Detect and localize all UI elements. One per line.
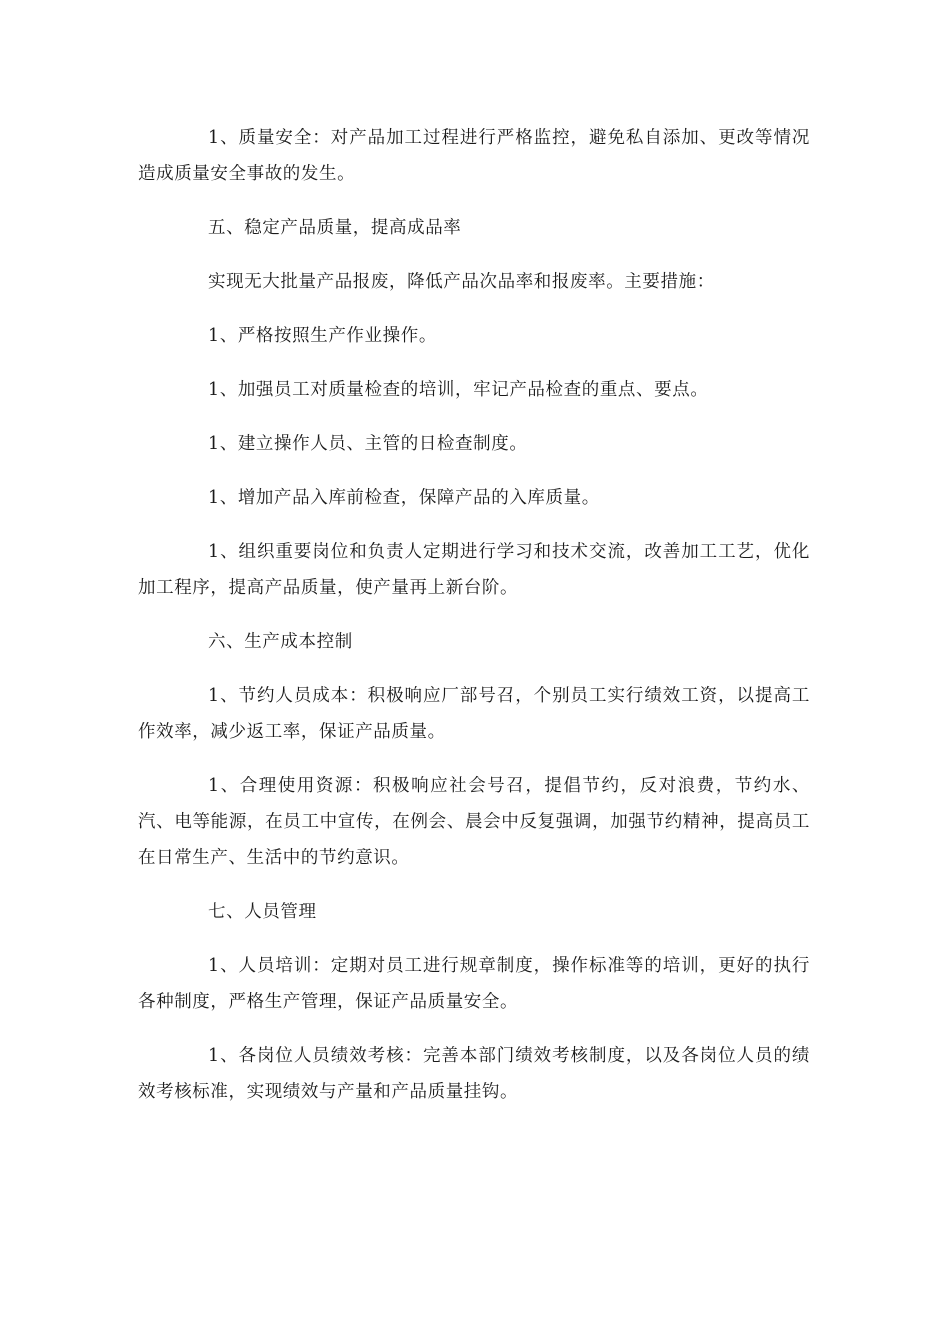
paragraph-staff-training: 1、人员培训：定期对员工进行规章制度，操作标准等的培训，更好的执行各种制度，严格生产管理，保证产品质量安全。	[138, 956, 810, 1012]
paragraph-quality-safety: 1、质量安全：对产品加工过程进行严格监控，避免私自添加、更改等情况造成质量安全事故的发生。	[138, 128, 810, 184]
section-heading-stabilize-quality: 五、稳定产品质量，提高成品率	[208, 218, 462, 238]
paragraph-labor-cost: 1、节约人员成本：积极响应厂部号召，个别员工实行绩效工资，以提高工作效率，减少返工率，保证产品质量。	[138, 686, 810, 742]
paragraph-daily-inspection: 1、建立操作人员、主管的日检查制度。	[208, 434, 528, 454]
paragraph-follow-procedures: 1、严格按照生产作业操作。	[208, 326, 437, 346]
section-heading-cost-control: 六、生产成本控制	[208, 632, 353, 652]
paragraph-no-scrap-goal: 实现无大批量产品报废，降低产品次品率和报废率。主要措施：	[208, 272, 715, 292]
paragraph-performance-review: 1、各岗位人员绩效考核：完善本部门绩效考核制度，以及各岗位人员的绩效考核标准，实现绩效与产量和产品质量挂钩。	[138, 1046, 810, 1102]
paragraph-pre-storage-check: 1、增加产品入库前检查，保障产品的入库质量。	[208, 488, 600, 508]
paragraph-resource-use: 1、合理使用资源：积极响应社会号召，提倡节约，反对浪费，节约水、汽、电等能源，在员工中宣传，在例会、晨会中反复强调，加强节约精神，提高员工在日常生产、生活中的节约意识。	[138, 776, 810, 868]
section-heading-personnel: 七、人员管理	[208, 902, 317, 922]
paragraph-technical-exchange: 1、组织重要岗位和负责人定期进行学习和技术交流，改善加工工艺，优化加工程序，提高产品质量，使产量再上新台阶。	[138, 542, 810, 598]
document-page	[138, 120, 810, 1128]
paragraph-inspection-training: 1、加强员工对质量检查的培训，牢记产品检查的重点、要点。	[208, 380, 709, 400]
